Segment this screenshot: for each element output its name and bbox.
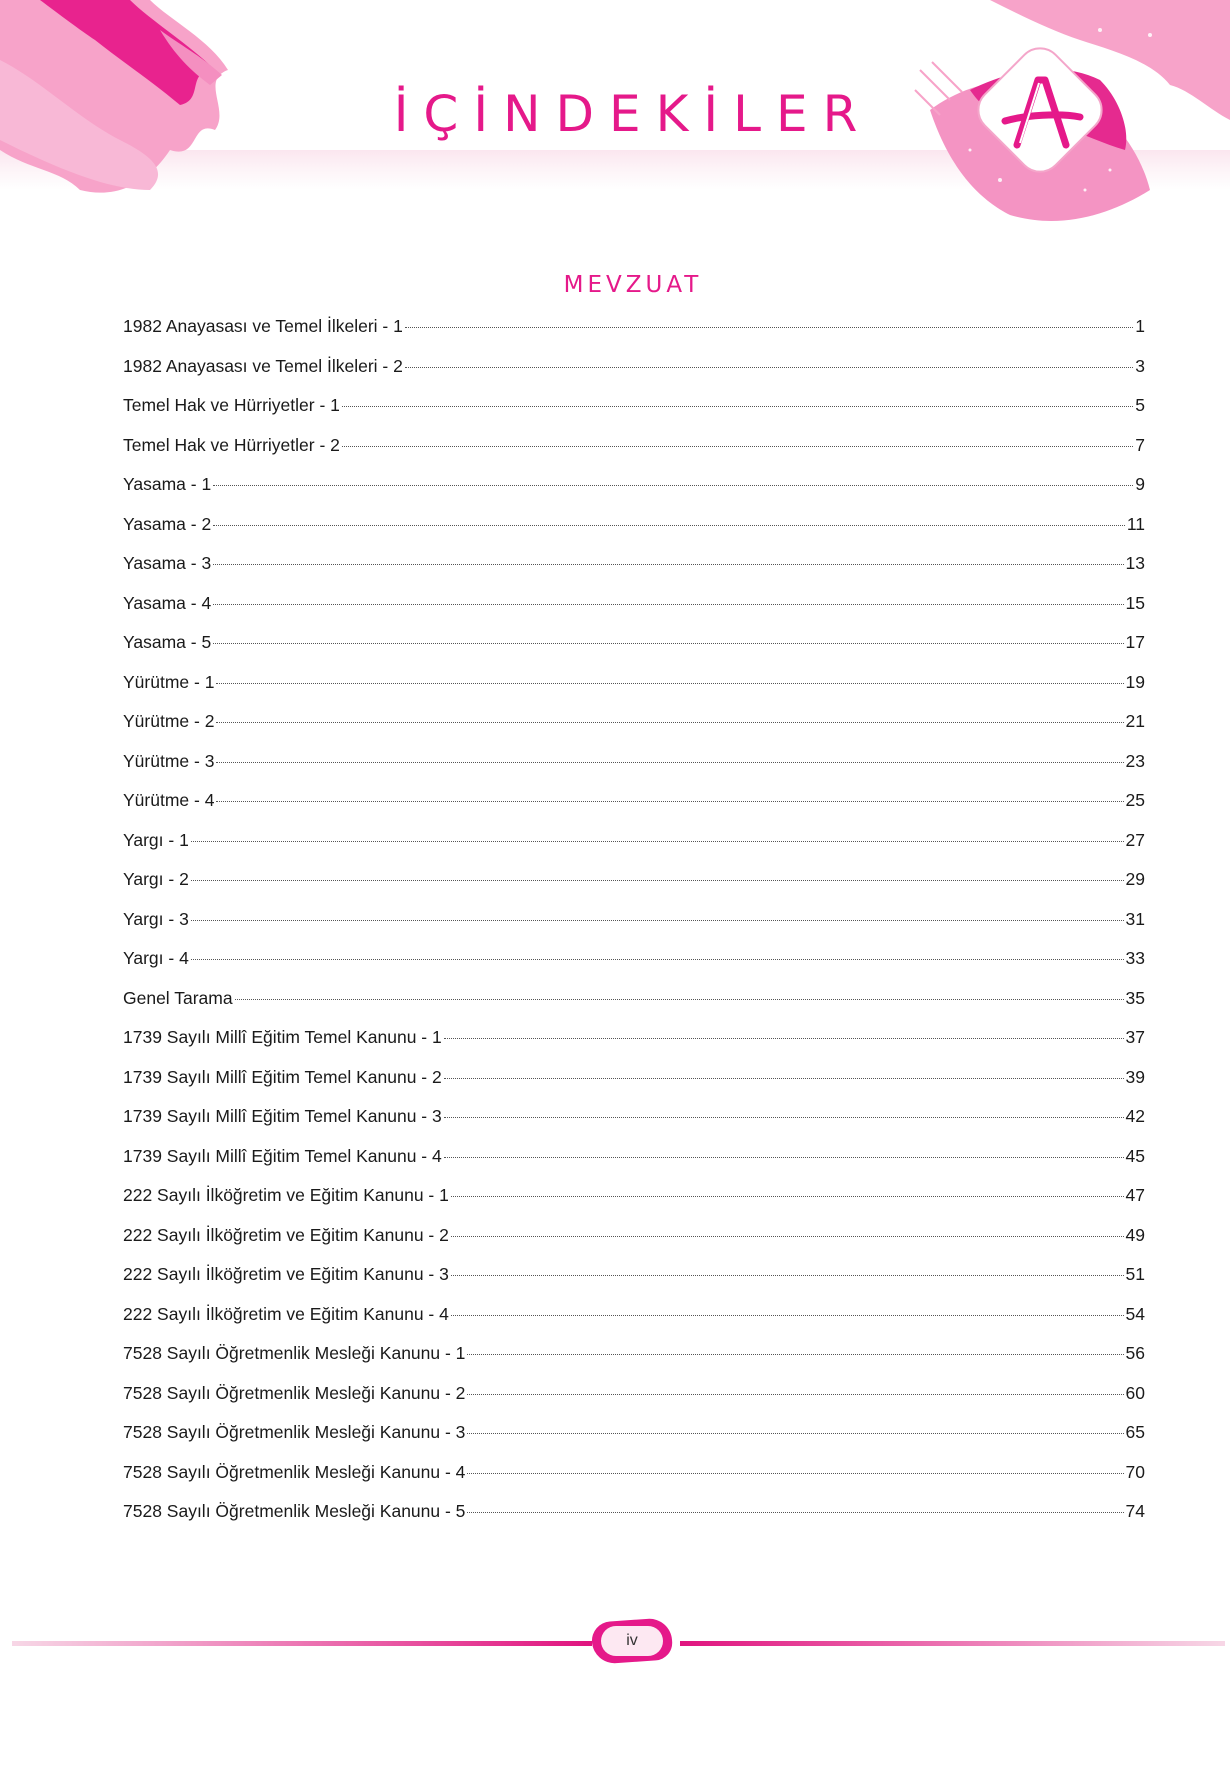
toc-entry-title: 222 Sayılı İlköğretim ve Eğitim Kanunu - 2 — [123, 1224, 449, 1245]
toc-entry[interactable] — [123, 1383, 1145, 1423]
toc-entry-page: 37 — [1125, 1027, 1145, 1047]
toc-entry-title: Yargı - 3 — [123, 908, 189, 929]
page-number: iv — [601, 1626, 663, 1656]
toc-entry-page: 17 — [1125, 632, 1145, 652]
toc-entry-page: 3 — [1135, 355, 1145, 376]
toc-entry-page: 9 — [1135, 474, 1145, 494]
toc-entry-page: 39 — [1125, 1066, 1145, 1087]
toc-dot-leader — [216, 801, 1123, 802]
toc-entry[interactable] — [123, 869, 1145, 909]
toc-entry[interactable] — [123, 1225, 1145, 1265]
toc-dot-leader — [213, 643, 1123, 644]
toc-entry[interactable] — [123, 1067, 1145, 1107]
toc-entry[interactable] — [123, 395, 1145, 435]
toc-dot-leader — [213, 564, 1123, 565]
toc-entry-page: 29 — [1125, 869, 1145, 889]
toc-entry-title: Yasama - 4 — [123, 592, 212, 613]
toc-dot-leader — [342, 406, 1133, 407]
toc-entry-page: 65 — [1125, 1422, 1145, 1442]
toc-dot-leader — [467, 1473, 1123, 1474]
toc-entry[interactable] — [123, 1185, 1145, 1225]
toc-dot-leader — [451, 1275, 1124, 1276]
toc-entry[interactable] — [123, 1027, 1145, 1067]
toc-entry-page: 1 — [1135, 316, 1145, 336]
toc-dot-leader — [444, 1038, 1124, 1039]
toc-entry[interactable] — [123, 474, 1145, 514]
toc-entry[interactable] — [123, 632, 1145, 672]
toc-entry-page: 56 — [1125, 1343, 1145, 1363]
toc-entry-title: 1982 Anayasası ve Temel İlkeleri - 1 — [123, 316, 403, 336]
toc-dot-leader — [451, 1196, 1124, 1197]
toc-entry[interactable] — [123, 1304, 1145, 1344]
toc-dot-leader — [467, 1394, 1123, 1395]
toc-entry-title: Yürütme - 2 — [123, 711, 215, 731]
toc-entry-title: 1739 Sayılı Millî Eğitim Temel Kanunu - 1 — [123, 1027, 442, 1047]
toc-dot-leader — [451, 1236, 1124, 1237]
toc-entry[interactable] — [123, 711, 1145, 751]
toc-entry-title: Yürütme - 3 — [123, 750, 215, 771]
toc-entry-title: Yasama - 5 — [123, 632, 212, 652]
toc-entry[interactable] — [123, 1501, 1145, 1541]
toc-entry-title: Yasama - 1 — [123, 474, 212, 494]
toc-dot-leader — [191, 880, 1124, 881]
toc-entry-page: 27 — [1125, 829, 1145, 850]
toc-entry-title: Yasama - 3 — [123, 553, 212, 573]
toc-dot-leader — [444, 1078, 1124, 1079]
toc-dot-leader — [213, 525, 1125, 526]
toc-entry-title: Yargı - 1 — [123, 829, 189, 850]
toc-dot-leader — [342, 446, 1133, 447]
toc-entry-page: 19 — [1125, 671, 1145, 692]
toc-entry[interactable] — [123, 790, 1145, 830]
toc-entry-page: 74 — [1125, 1501, 1145, 1521]
toc-entry-title: 222 Sayılı İlköğretim ve Eğitim Kanunu - 1 — [123, 1185, 449, 1205]
toc-entry[interactable] — [123, 316, 1145, 356]
brand-a-logo-icon — [965, 35, 1115, 185]
toc-dot-leader — [216, 762, 1123, 763]
toc-entry-page: 45 — [1125, 1145, 1145, 1166]
toc-dot-leader — [191, 959, 1124, 960]
toc-entry[interactable] — [123, 988, 1145, 1028]
toc-entry-title: 1982 Anayasası ve Temel İlkeleri - 2 — [123, 355, 403, 376]
toc-entry[interactable] — [123, 593, 1145, 633]
toc-dot-leader — [467, 1433, 1123, 1434]
toc-entry-title: 1739 Sayılı Millî Eğitim Temel Kanunu - 4 — [123, 1145, 442, 1166]
toc-entry-page: 51 — [1125, 1264, 1145, 1284]
toc-entry-title: 7528 Sayılı Öğretmenlik Mesleği Kanunu - 1 — [123, 1343, 466, 1363]
toc-entry-page: 47 — [1125, 1185, 1145, 1205]
toc-entry[interactable] — [123, 356, 1145, 396]
svg-text:A: A — [1039, 175, 1041, 176]
toc-entry[interactable] — [123, 751, 1145, 791]
toc-dot-leader — [467, 1512, 1123, 1513]
page-title: İÇİNDEKİLER — [393, 85, 873, 143]
toc-entry-title: Genel Tarama — [123, 987, 233, 1008]
toc-entry-page: 70 — [1125, 1461, 1145, 1482]
toc-entry-title: 7528 Sayılı Öğretmenlik Mesleği Kanunu - 3 — [123, 1422, 466, 1442]
toc-entry-title: 222 Sayılı İlköğretim ve Eğitim Kanunu - 3 — [123, 1264, 449, 1284]
toc-dot-leader — [191, 841, 1124, 842]
toc-entry[interactable] — [123, 1264, 1145, 1304]
toc-entry-page: 5 — [1135, 395, 1145, 415]
toc-entry-title: Yasama - 2 — [123, 513, 212, 534]
toc-entry-title: Temel Hak ve Hürriyetler - 2 — [123, 434, 340, 455]
toc-dot-leader — [451, 1315, 1124, 1316]
toc-entry[interactable] — [123, 672, 1145, 712]
toc-entry-page: 33 — [1125, 948, 1145, 968]
toc-entry-page: 23 — [1125, 750, 1145, 771]
section-title: MEVZUAT — [563, 272, 703, 298]
toc-entry[interactable] — [123, 435, 1145, 475]
toc-entry[interactable] — [123, 553, 1145, 593]
toc-dot-leader — [191, 920, 1124, 921]
toc-entry-title: 222 Sayılı İlköğretim ve Eğitim Kanunu - 4 — [123, 1303, 449, 1324]
toc-entry[interactable] — [123, 1343, 1145, 1383]
toc-entry[interactable] — [123, 909, 1145, 949]
toc-dot-leader — [444, 1117, 1124, 1118]
toc-entry-title: Yargı - 2 — [123, 869, 189, 889]
toc-entry[interactable] — [123, 948, 1145, 988]
toc-dot-leader — [216, 683, 1123, 684]
toc-entry[interactable] — [123, 830, 1145, 870]
toc-entry-page: 35 — [1125, 987, 1145, 1008]
toc-entry-page: 21 — [1125, 711, 1145, 731]
footer-divider-right — [680, 1641, 1225, 1646]
toc-dot-leader — [444, 1157, 1124, 1158]
toc-entry-title: Yürütme - 4 — [123, 790, 215, 810]
toc-entry-page: 54 — [1125, 1303, 1145, 1324]
toc-entry-title: Yargı - 4 — [123, 948, 189, 968]
toc-entry[interactable] — [123, 1146, 1145, 1186]
toc-entry-page: 31 — [1125, 908, 1145, 929]
toc-dot-leader — [467, 1354, 1123, 1355]
toc-entry-title: Yürütme - 1 — [123, 671, 215, 692]
toc-entry[interactable] — [123, 1106, 1145, 1146]
toc-entry-page: 13 — [1125, 553, 1145, 573]
toc-entry-title: Temel Hak ve Hürriyetler - 1 — [123, 395, 340, 415]
toc-entry-title: 7528 Sayılı Öğretmenlik Mesleği Kanunu - 4 — [123, 1461, 466, 1482]
toc-entry-page: 42 — [1125, 1106, 1145, 1126]
toc-dot-leader — [216, 722, 1123, 723]
footer-divider-left — [12, 1641, 592, 1646]
toc-entry-page: 60 — [1125, 1382, 1145, 1403]
toc-entry-page: 49 — [1125, 1224, 1145, 1245]
toc-entry-page: 25 — [1125, 790, 1145, 810]
toc-entry-title: 7528 Sayılı Öğretmenlik Mesleği Kanunu - 5 — [123, 1501, 466, 1521]
toc-entry-page: 15 — [1125, 592, 1145, 613]
toc-entry-page: 7 — [1135, 434, 1145, 455]
toc-entry-page: 11 — [1126, 513, 1145, 534]
toc-dot-leader — [235, 999, 1124, 1000]
toc-dot-leader — [405, 327, 1133, 328]
toc-entry[interactable] — [123, 1462, 1145, 1502]
toc-entry[interactable] — [123, 514, 1145, 554]
table-of-contents — [123, 316, 1145, 1541]
toc-entry-title: 7528 Sayılı Öğretmenlik Mesleği Kanunu - 2 — [123, 1382, 466, 1403]
toc-dot-leader — [405, 367, 1133, 368]
toc-entry[interactable] — [123, 1422, 1145, 1462]
toc-entry-title: 1739 Sayılı Millî Eğitim Temel Kanunu - 3 — [123, 1106, 442, 1126]
toc-dot-leader — [213, 604, 1123, 605]
toc-dot-leader — [213, 485, 1133, 486]
toc-entry-title: 1739 Sayılı Millî Eğitim Temel Kanunu - 2 — [123, 1066, 442, 1087]
